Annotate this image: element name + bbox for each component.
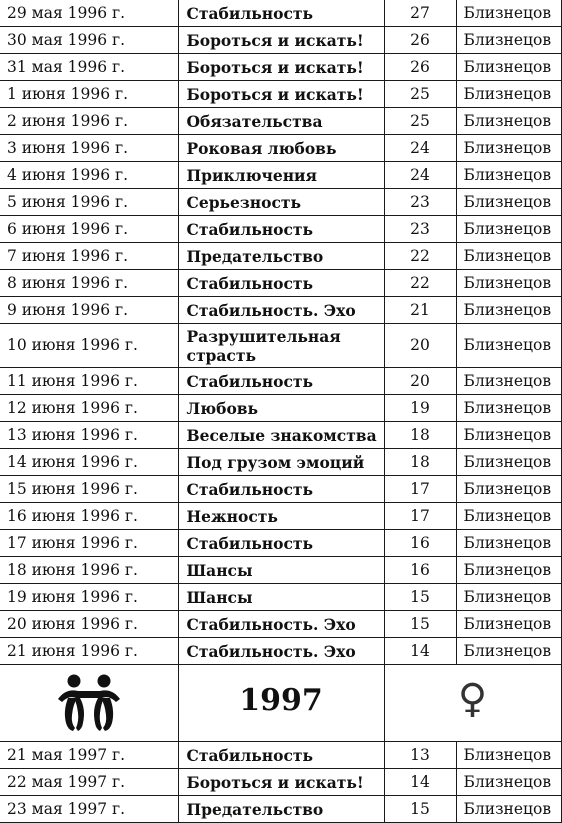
title-cell: Бороться и искать! [178,81,384,108]
title-cell: Бороться и искать! [178,27,384,54]
title-cell: Стабильность [178,742,384,769]
date-cell: 1 июня 1996 г. [0,81,178,108]
date-cell: 18 июня 1996 г. [0,557,178,584]
date-cell: 4 июня 1996 г. [0,162,178,189]
number-cell: 22 [384,243,456,270]
table-row [0,796,561,823]
table-row [0,584,561,611]
date-cell: 15 июня 1996 г. [0,476,178,503]
date-cell: 11 июня 1996 г. [0,368,178,395]
table-body-1997 [0,742,561,823]
date-cell: 16 июня 1996 г. [0,503,178,530]
title-cell: Стабильность [178,368,384,395]
sign-cell: Близнецов [456,243,561,270]
table-row [0,297,561,324]
number-cell: 14 [384,769,456,796]
sign-cell: Близнецов [456,189,561,216]
table-row [0,638,561,665]
date-cell: 12 июня 1996 г. [0,395,178,422]
table-row [0,368,561,395]
table-row [0,324,561,368]
sign-cell: Близнецов [456,297,561,324]
year-header-row [0,665,561,742]
table-row [0,216,561,243]
table-row [0,476,561,503]
number-cell: 18 [384,422,456,449]
title-cell: Разрушительная страсть [178,324,384,368]
sign-cell: Близнецов [456,54,561,81]
title-cell: Веселые знакомства [178,422,384,449]
date-cell: 8 июня 1996 г. [0,270,178,297]
sign-cell: Близнецов [456,162,561,189]
title-cell: Стабильность. Эхо [178,611,384,638]
sign-cell: Близнецов [456,503,561,530]
table-row [0,189,561,216]
date-cell: 20 июня 1996 г. [0,611,178,638]
date-cell: 19 июня 1996 г. [0,584,178,611]
title-cell: Под грузом эмоций [178,449,384,476]
sign-cell: Близнецов [456,530,561,557]
title-cell: Бороться и искать! [178,54,384,81]
table-row [0,270,561,297]
table-row [0,0,561,27]
date-cell: 13 июня 1996 г. [0,422,178,449]
number-cell: 14 [384,638,456,665]
table-row [0,135,561,162]
title-cell: Стабильность [178,270,384,297]
table-row [0,503,561,530]
number-cell: 21 [384,297,456,324]
year-label: 1997 [239,683,323,718]
table-row [0,611,561,638]
sign-cell: Близнецов [456,422,561,449]
sign-cell: Близнецов [456,108,561,135]
sign-cell: Близнецов [456,324,561,368]
sign-cell: Близнецов [456,27,561,54]
title-cell: Стабильность. Эхо [178,297,384,324]
sign-cell: Близнецов [456,611,561,638]
number-cell: 23 [384,189,456,216]
number-cell: 25 [384,108,456,135]
date-cell: 21 мая 1997 г. [0,742,178,769]
date-cell: 3 июня 1996 г. [0,135,178,162]
sign-cell: Близнецов [456,584,561,611]
title-cell: Серьезность [178,189,384,216]
date-cell: 21 июня 1996 г. [0,638,178,665]
table-row [0,449,561,476]
title-cell: Шансы [178,584,384,611]
table-row [0,81,561,108]
date-cell: 17 июня 1996 г. [0,530,178,557]
date-cell: 23 мая 1997 г. [0,796,178,823]
title-cell: Стабильность [178,216,384,243]
title-cell: Предательство [178,796,384,823]
sign-cell: Близнецов [456,135,561,162]
table-row [0,108,561,135]
title-cell: Обязательства [178,108,384,135]
sign-cell: Близнецов [456,742,561,769]
sign-cell: Близнецов [456,796,561,823]
sign-cell: Близнецов [456,476,561,503]
number-cell: 24 [384,135,456,162]
title-cell: Любовь [178,395,384,422]
gemini-twins-icon [54,673,124,733]
sign-cell: Близнецов [456,395,561,422]
number-cell: 20 [384,324,456,368]
number-cell: 26 [384,27,456,54]
title-cell: Стабильность [178,0,384,27]
title-cell: Роковая любовь [178,135,384,162]
table-row [0,162,561,189]
sign-cell: Близнецов [456,557,561,584]
number-cell: 26 [384,54,456,81]
venus-cell [384,665,561,742]
number-cell: 24 [384,162,456,189]
number-cell: 16 [384,530,456,557]
table-row [0,395,561,422]
table-row [0,54,561,81]
venus-icon: ♀ [457,675,488,722]
sign-cell: Близнецов [456,449,561,476]
number-cell: 17 [384,476,456,503]
date-cell: 5 июня 1996 г. [0,189,178,216]
number-cell: 15 [384,796,456,823]
date-cell: 31 мая 1996 г. [0,54,178,81]
table-row [0,769,561,796]
title-cell: Шансы [178,557,384,584]
table-row [0,422,561,449]
number-cell: 19 [384,395,456,422]
number-cell: 18 [384,449,456,476]
table-row [0,557,561,584]
number-cell: 15 [384,584,456,611]
sign-cell: Близнецов [456,769,561,796]
date-cell: 6 июня 1996 г. [0,216,178,243]
date-cell: 29 мая 1996 г. [0,0,178,27]
sign-cell: Близнецов [456,270,561,297]
title-cell: Приключения [178,162,384,189]
year-divider [0,665,561,742]
title-cell: Стабильность [178,530,384,557]
number-cell: 22 [384,270,456,297]
table-row [0,530,561,557]
number-cell: 27 [384,0,456,27]
number-cell: 17 [384,503,456,530]
number-cell: 23 [384,216,456,243]
date-cell: 30 мая 1996 г. [0,27,178,54]
number-cell: 15 [384,611,456,638]
sign-cell: Близнецов [456,81,561,108]
date-cell: 2 июня 1996 г. [0,108,178,135]
gemini-cell [0,665,178,742]
title-cell: Бороться и искать! [178,769,384,796]
date-cell: 14 июня 1996 г. [0,449,178,476]
sign-cell: Близнецов [456,0,561,27]
title-cell: Нежность [178,503,384,530]
sign-cell: Близнецов [456,638,561,665]
date-cell: 9 июня 1996 г. [0,297,178,324]
number-cell: 25 [384,81,456,108]
number-cell: 16 [384,557,456,584]
table-row [0,742,561,769]
date-cell: 22 мая 1997 г. [0,769,178,796]
number-cell: 20 [384,368,456,395]
date-cell: 10 июня 1996 г. [0,324,178,368]
title-cell: Стабильность [178,476,384,503]
number-cell: 13 [384,742,456,769]
date-cell: 7 июня 1996 г. [0,243,178,270]
title-cell: Предательство [178,243,384,270]
table-row [0,243,561,270]
sign-cell: Близнецов [456,216,561,243]
year-cell [178,665,384,742]
title-cell: Стабильность. Эхо [178,638,384,665]
table-row [0,27,561,54]
sign-cell: Близнецов [456,368,561,395]
